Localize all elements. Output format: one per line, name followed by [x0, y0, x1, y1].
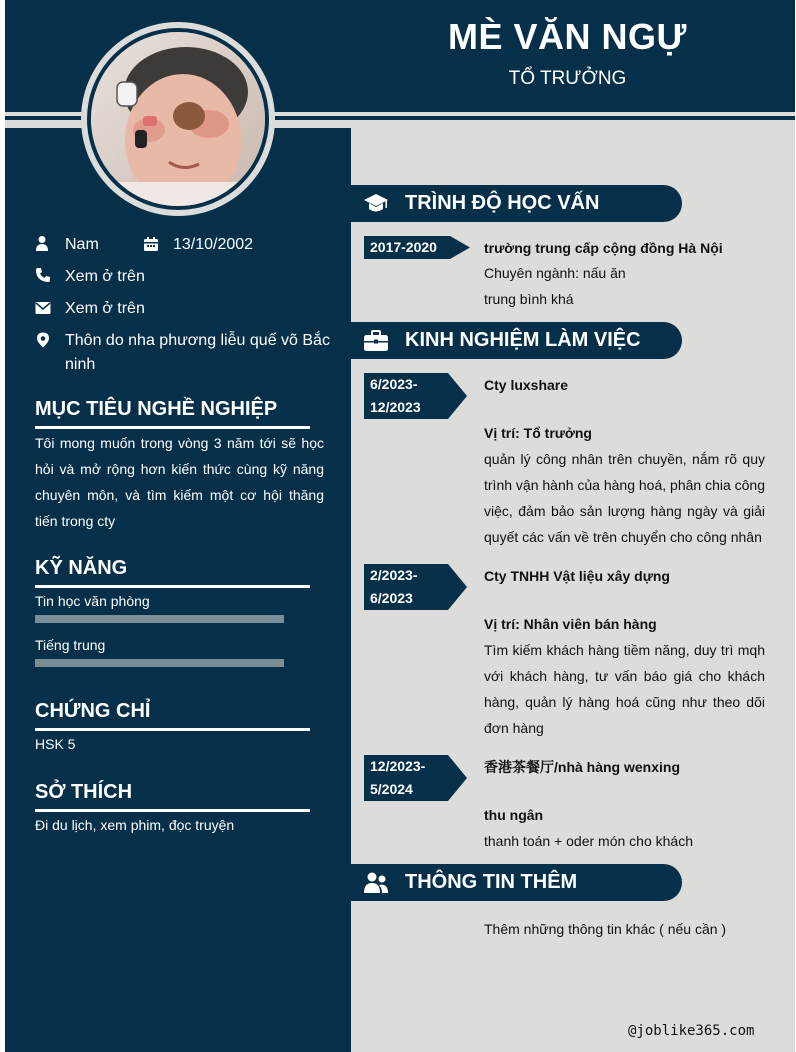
experience-date-from: 6/2023- — [370, 376, 418, 392]
experience-title: KINH NGHIỆM LÀM VIỆC — [405, 329, 641, 351]
experience-date-from: 2/2023- — [370, 567, 418, 583]
experience-header — [351, 322, 682, 359]
avatar — [91, 32, 265, 206]
additional-text: Thêm những thông tin khác ( nếu cần ) — [484, 921, 727, 937]
education-major: Chuyên ngành: nấu ăn — [484, 265, 626, 281]
gender-value: Nam — [65, 236, 99, 253]
education-school: trường trung cấp cộng đồng Hà Nội — [484, 240, 723, 256]
additional-header — [351, 864, 682, 901]
phone-icon — [35, 267, 51, 283]
experience-position: Vị trí: Nhân viên bán hàng — [484, 616, 657, 632]
skill-bar-fill — [35, 615, 284, 623]
users-icon — [363, 870, 389, 896]
email-value: Xem ở trên — [65, 300, 145, 317]
objective-title: MỤC TIÊU NGHỀ NGHIỆP — [35, 398, 278, 420]
skill-bar — [35, 615, 284, 623]
graduation-cap-icon — [363, 191, 389, 217]
section-underline — [35, 728, 310, 731]
experience-company: Cty luxshare — [484, 377, 569, 393]
objective-text: Tôi mong muốn trong vòng 3 năm tới sẽ học hỏi và mở rộng hơn kiến thức cùng kỹ năng chuyên môn, và tìm kiếm một cơ hội thăng tiến trong cty — [35, 435, 324, 529]
candidate-title: TỔ TRƯỞNG — [508, 68, 627, 89]
email-icon — [35, 300, 51, 316]
date-arrow — [448, 564, 467, 610]
birthday-value: 13/10/2002 — [173, 236, 254, 253]
date-arrow — [448, 755, 467, 801]
experience-company: Cty TNHH Vật liệu xây dựng — [484, 568, 670, 584]
additional-title: THÔNG TIN THÊM — [405, 871, 578, 893]
experience-date — [364, 373, 448, 419]
experience-position: Vị trí: Tổ trưởng — [484, 425, 592, 441]
section-underline — [35, 585, 310, 588]
date-arrow — [448, 373, 467, 419]
section-underline — [35, 809, 310, 812]
experience-company: 香港茶餐厅/nhà hàng wenxing — [484, 759, 681, 775]
skill-bar-fill — [35, 659, 284, 667]
skill-label: Tiếng trung — [35, 637, 106, 653]
hobbies-title: SỞ THÍCH — [35, 781, 133, 803]
education-date-text: 2017-2020 — [370, 239, 437, 255]
experience-date — [364, 755, 448, 801]
skills-title: KỸ NĂNG — [35, 557, 128, 579]
briefcase-icon — [363, 328, 389, 354]
experience-description: thanh toán + oder món cho khách — [484, 833, 693, 849]
education-header — [351, 185, 682, 222]
experience-date-from: 12/2023- — [370, 758, 426, 774]
experience-description: Tìm kiếm khách hàng tiềm năng, duy trì mqh với khách hàng, tư vấn báo giá cho khách hàng, quản lý hàng hoá cũng như theo dõi đơn hàng — [484, 642, 765, 736]
hobbies-text: Đi du lịch, xem phim, đọc truyện — [35, 817, 235, 833]
location-icon — [35, 332, 51, 348]
date-arrow — [450, 236, 470, 259]
experience-description: quản lý công nhân trên chuyền, nắm rõ quy trình vận hành của hàng hoá, phân chia công việc, đảm bảo sản lượng hàng ngày và giải quyết các vấn về trên chuyển cho công nhân — [484, 451, 765, 545]
education-grade: trung bình khá — [484, 291, 574, 307]
certificates-title: CHỨNG CHỈ — [35, 700, 151, 722]
skill-label: Tin học văn phòng — [35, 593, 150, 609]
resume-page — [5, 0, 795, 1052]
calendar-icon — [143, 236, 159, 252]
phone-value: Xem ở trên — [65, 268, 145, 285]
user-icon — [34, 235, 50, 251]
experience-date — [364, 564, 448, 610]
sidebar — [5, 128, 351, 1052]
education-date — [364, 236, 450, 259]
watermark: @joblike365.com — [628, 1023, 755, 1039]
address-value: Thôn do nha phương liễu quế võ Bắc ninh — [65, 332, 330, 373]
experience-date-to: 5/2024 — [370, 781, 413, 797]
experience-date-to: 12/2023 — [370, 399, 421, 415]
experience-date-to: 6/2023 — [370, 590, 413, 606]
certificates-text: HSK 5 — [35, 736, 76, 752]
experience-position: thu ngân — [484, 807, 544, 823]
section-underline — [35, 426, 310, 429]
education-title: TRÌNH ĐỘ HỌC VẤN — [405, 192, 600, 214]
candidate-name: MÈ VĂN NGỰ — [448, 16, 687, 57]
skill-bar — [35, 659, 284, 667]
